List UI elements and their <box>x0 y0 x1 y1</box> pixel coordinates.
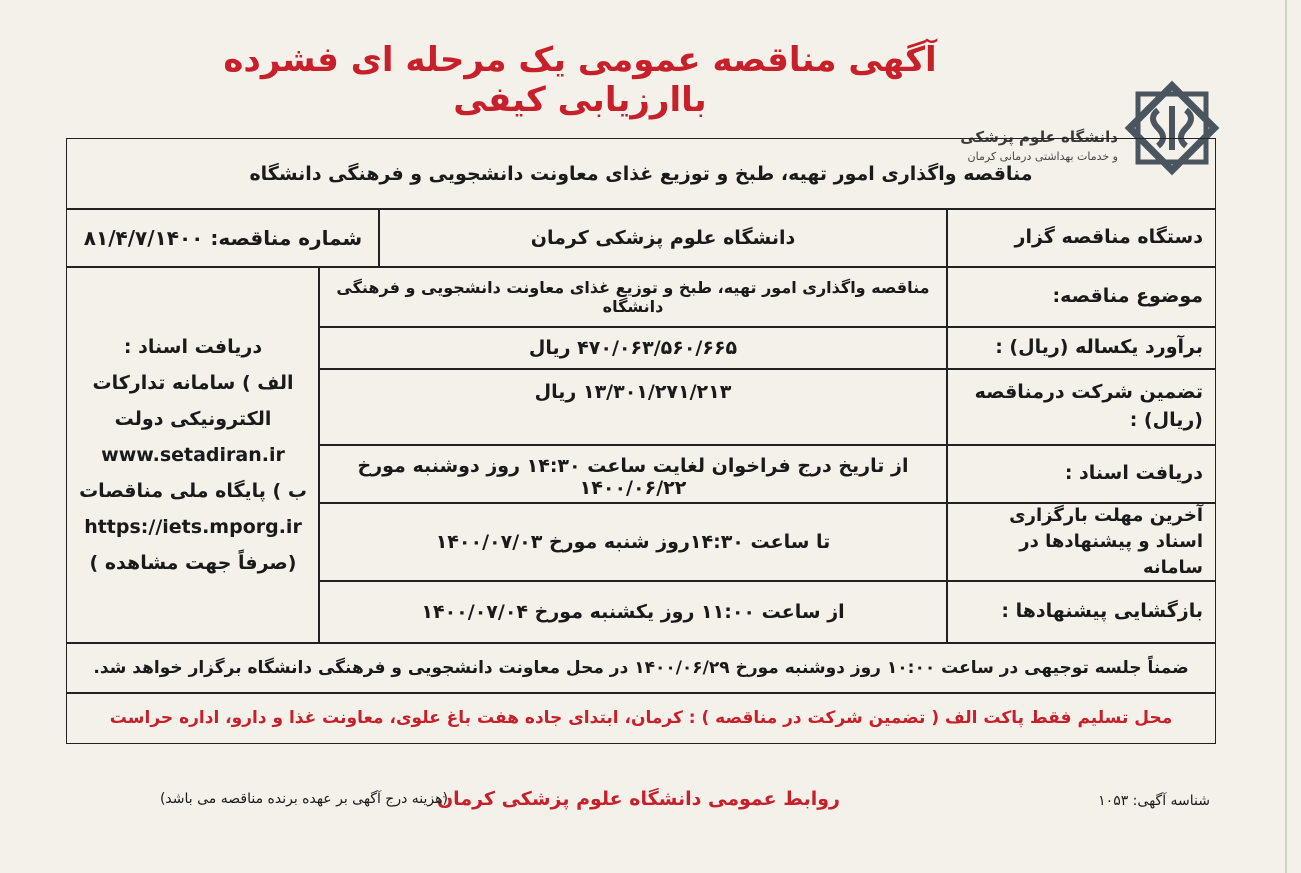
page-title: آگهی مناقصه عمومی یک مرحله ای فشرده باارزیابی کیفی <box>223 40 937 120</box>
side-setad-title-2: الکترونیکی دولت <box>114 407 272 430</box>
ad-id: شناسه آگهی: ۱۰۵۳ <box>1098 793 1210 809</box>
opening-label: بازگشایی پیشنهادها : <box>946 580 1216 644</box>
tender-table <box>66 138 1216 744</box>
side-heading: دریافت اسناد : <box>123 335 263 358</box>
iets-link[interactable]: https://iets.mporg.ir <box>84 516 302 539</box>
page-edge-line <box>1285 0 1287 873</box>
org-name: دانشگاه علوم پزشکی <box>960 128 1118 146</box>
organizer-value: دانشگاه علوم پزشکی کرمان <box>378 208 948 268</box>
documents-sources <box>66 266 320 644</box>
opening-value: از ساعت ۱۱:۰۰ روز یکشنبه مورخ ۱۴۰۰/۰۷/۰۴ <box>318 580 948 644</box>
deadline-value: تا ساعت ۱۴:۳۰روز شنبه مورخ ۱۴۰۰/۰۷/۰۳ <box>318 502 948 582</box>
cost-note: (هزینه درج آگهی بر عهده برنده مناقصه می باشد) <box>159 791 448 807</box>
documents-value: از تاریخ درج فراخوان لغایت ساعت ۱۴:۳۰ روز دوشنبه مورخ ۱۴۰۰/۰۶/۲۲ <box>318 444 948 504</box>
delivery-location: محل تسلیم فقط پاکت الف ( تضمین شرکت در مناقصه ) : کرمان، ابتدای جاده هفت باغ علوی، معاونت غذا و دارو، اداره حراست <box>66 692 1216 744</box>
tender-number: شماره مناقصه: ۸۱/۴/۷/۱۴۰۰ <box>66 208 380 268</box>
public-relations: روابط عمومی دانشگاه علوم پزشکی کرمان <box>436 788 840 810</box>
side-setad-title: الف ) سامانه تدارکات <box>92 371 294 394</box>
guarantee-value: ۱۳/۳۰۱/۲۷۱/۲۱۳ ریال <box>318 368 948 446</box>
documents-label: دریافت اسناد : <box>946 444 1216 504</box>
setadiran-link[interactable]: www.setadiran.ir <box>101 443 285 466</box>
estimate-label: برآورد یکساله (ریال) : <box>946 326 1216 370</box>
subject-label: موضوع مناقصه: <box>946 266 1216 328</box>
organizer-label: دستگاه مناقصه گزار <box>946 208 1216 268</box>
subject-value: مناقصه واگذاری امور تهیه، طبخ و توزیع غذای معاونت دانشجویی و فرهنگی دانشگاه <box>318 266 948 328</box>
side-view-only: (صرفاً جهت مشاهده ) <box>89 552 297 575</box>
briefing-session: ضمناً جلسه توجیهی در ساعت ۱۰:۰۰ روز دوشنبه مورخ ۱۴۰۰/۰۶/۲۹ در محل معاونت دانشجویی و فرهنگی دانشگاه برگزار خواهد شد. <box>66 642 1216 694</box>
side-iets-title: ب ) پایگاه ملی مناقصات <box>79 480 307 503</box>
guarantee-label: تضمین شرکت درمناقصه (ریال) : <box>946 368 1216 446</box>
deadline-label: آخرین مهلت بارگزاری اسناد و پیشنهادها در سامانه <box>946 502 1216 582</box>
org-subname: و خدمات بهداشتی درمانی کرمان <box>967 150 1118 163</box>
estimate-value: ۴۷۰/۰۶۳/۵۶۰/۶۶۵ ریال <box>318 326 948 370</box>
subject-header: مناقصه واگذاری امور تهیه، طبخ و توزیع غذای معاونت دانشجویی و فرهنگی دانشگاه <box>66 138 1216 210</box>
